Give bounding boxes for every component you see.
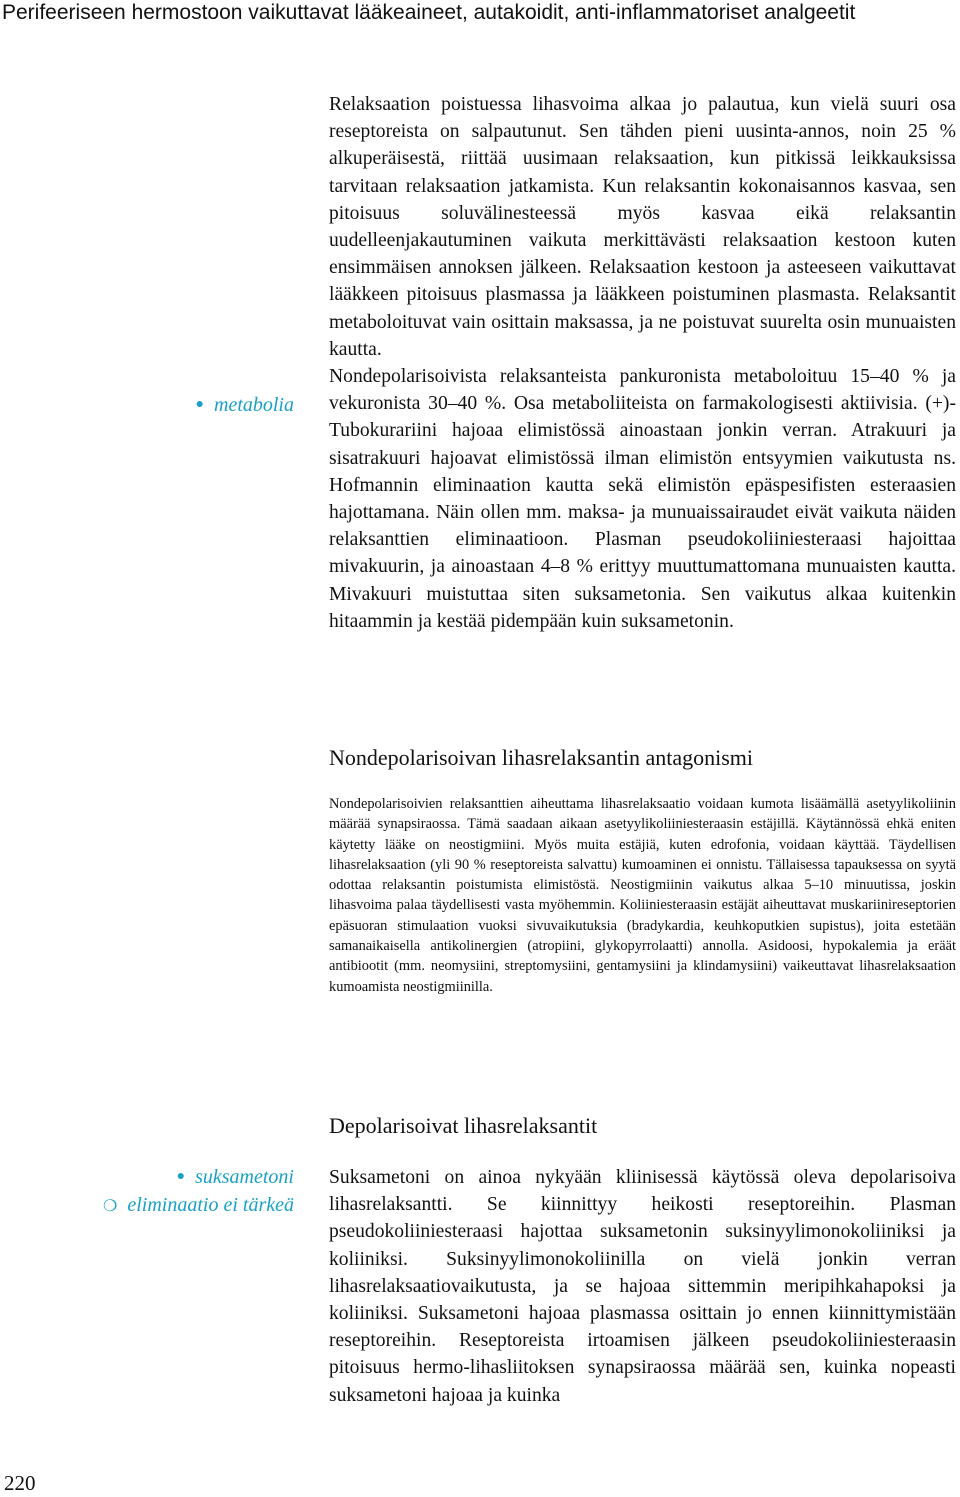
bullet-icon: ● — [195, 397, 204, 412]
section-antagonismi-text: Nondepolarisoivien relaksanttien aiheuttama lihasrelaksaatio voidaan kumota lisäämällä asetyylikoliinin määrää synapsiraossa. Tämä saadaan aikaan asetyylikoliiniesteraasin estäjillä. Käytännössä ehkä eniten käytetty lääke on neostigmiini. Myös muita estäjiä, kuten edrofonia, voidaan käyttää. Täydellisen lihasrelaksaation (yli 90 % reseptoreista salvattu) kumoaminen ei onnistu. Tällaisessa tapauksessa on syytä odottaa relaksantin poistumista elimistöstä. Neostigmiinin vaikutus alkaa 5–10 minuutissa, joskin lihasvoima palaa täydellisesti vasta myöhemmin. Koliiniesteraasin estäjät aiheuttavat muskariinireseptorien epäsuoran stimulaation vuoksi sivuvaikutuksia (bradykardia, keuhkoputkien supistus), joita estetään samanaikaisella antikolinergien (atropiini, glykopyrrolaatti) annolla. Asidoosi, hypokalemia ja eräät antibiootit (mm. neomysiini, streptomysiini, gentamysiini ja klindamysiini) vaikeuttavat lihasrelaksaation kumoamista neostigmiinilla. — [329, 796, 956, 995]
bullet-icon: ● — [176, 1169, 186, 1184]
paragraph: Nondepolarisoivista relaksanteista pankuronista metaboloituu 15–40 % ja vekuronista 30–40 %. Osa metaboliiteista on farmakologisesti aktiivisia. (+)-Tubokurariini hajoaa elimistössä ainoastaan jonkin verran. Atrakuuri ja sisatrakuuri hajoavat elimistössä ilman elimistön entsyymien vaikutusta ns. Hofmannin eliminaation kautta sekä elimistön epäspesifisten esteraasien hajottamana. Näin ollen mm. maksa- ja munuaissairaudet eivät vaikuta näiden relaksanttien eliminaatioon. Plasman pseudokoliiniesteraasi hajoittaa mivakuurin, ja ainoastaan 4–8 % erittyy muuttumattomana munuaisten kautta. Mivakuuri muistuttaa siten suksametonia. Sen vaikutus alkaa kuitenkin hitaammin ja kestää pidempään kuin suksametonin. — [329, 366, 956, 632]
section-heading-depolarisoivat: Depolarisoivat lihasrelaksantit — [329, 1113, 598, 1138]
section-heading-antagonismi: Nondepolarisoivan lihasrelaksantin antagonismi — [329, 745, 754, 770]
margin-note-suksametoni — [177, 1164, 294, 1190]
page-number: 220 — [4, 1471, 36, 1495]
margin-note-label: suksametoni — [195, 1166, 294, 1188]
margin-note-label: eliminaatio ei tärkeä — [127, 1194, 294, 1216]
running-header: Perifeeriseen hermostoon vaikuttavat lääkeaineet, autakoidit, anti-inflammatoriset analgeetit — [2, 1, 856, 24]
section-metabolia-body — [329, 91, 956, 635]
paragraph: Suksametoni on ainoa nykyään kliinisessä käytössä oleva depolarisoiva lihasrelaksantti. Se kiinnittyy heikosti reseptoreihin. Plasman pseudokoliiniesteraasi hajottaa suksametonin suksinyylimonokoliiniksi ja koliiniksi. Suksinyylimonokoliinilla on vielä jonkin verran lihasrelaksaatiovaikutusta, ja se hajoaa sittemmin meripihkahapoksi ja koliiniksi. Suksametoni hajoaa plasmassa osittain jo ennen kiinnittymistään reseptoreihin. Reseptoreista irtoamisen jälkeen pseudokoliiniesteraasin pitoisuus hermo-lihasliitoksen synapsiraossa määrää sen, kuinka nopeasti suksametoni hajoaa ja kuinka — [329, 1167, 956, 1406]
paragraph: Relaksaation poistuessa lihasvoima alkaa jo palautua, kun vielä suuri osa reseptoreista on salpautunut. Sen tähden pieni uusinta-annos, noin 25 % alkuperäisestä, riittää uusimaan relaksaation, kun pitkissä leikkauksissa tarvitaan relaksaation jatkamista. Kun relaksantin kokonaisannos kasvaa, sen pitoisuus soluvälinesteessä myös kasvaa eikä relaksantin uudelleenjakautuminen vaikuta merkittävästi relaksaation kestoon kuten ensimmäisen annoksen jälkeen. Relaksaation kestoon ja asteeseen vaikuttavat lääkkeen pitoisuus plasmassa ja lääkkeen poistuminen plasmasta. Relaksantit metaboloituvat vain osittain maksassa, ja ne poistuvat suurelta osin munuaisten kautta. — [329, 94, 956, 360]
margin-note-eliminaatio — [103, 1192, 294, 1219]
margin-note-label: metabolia — [214, 394, 294, 416]
sub-bullet-icon: ❍ — [103, 1196, 118, 1215]
margin-note-metabolia — [196, 392, 294, 418]
section-depolarisoivat-body — [329, 1164, 956, 1409]
